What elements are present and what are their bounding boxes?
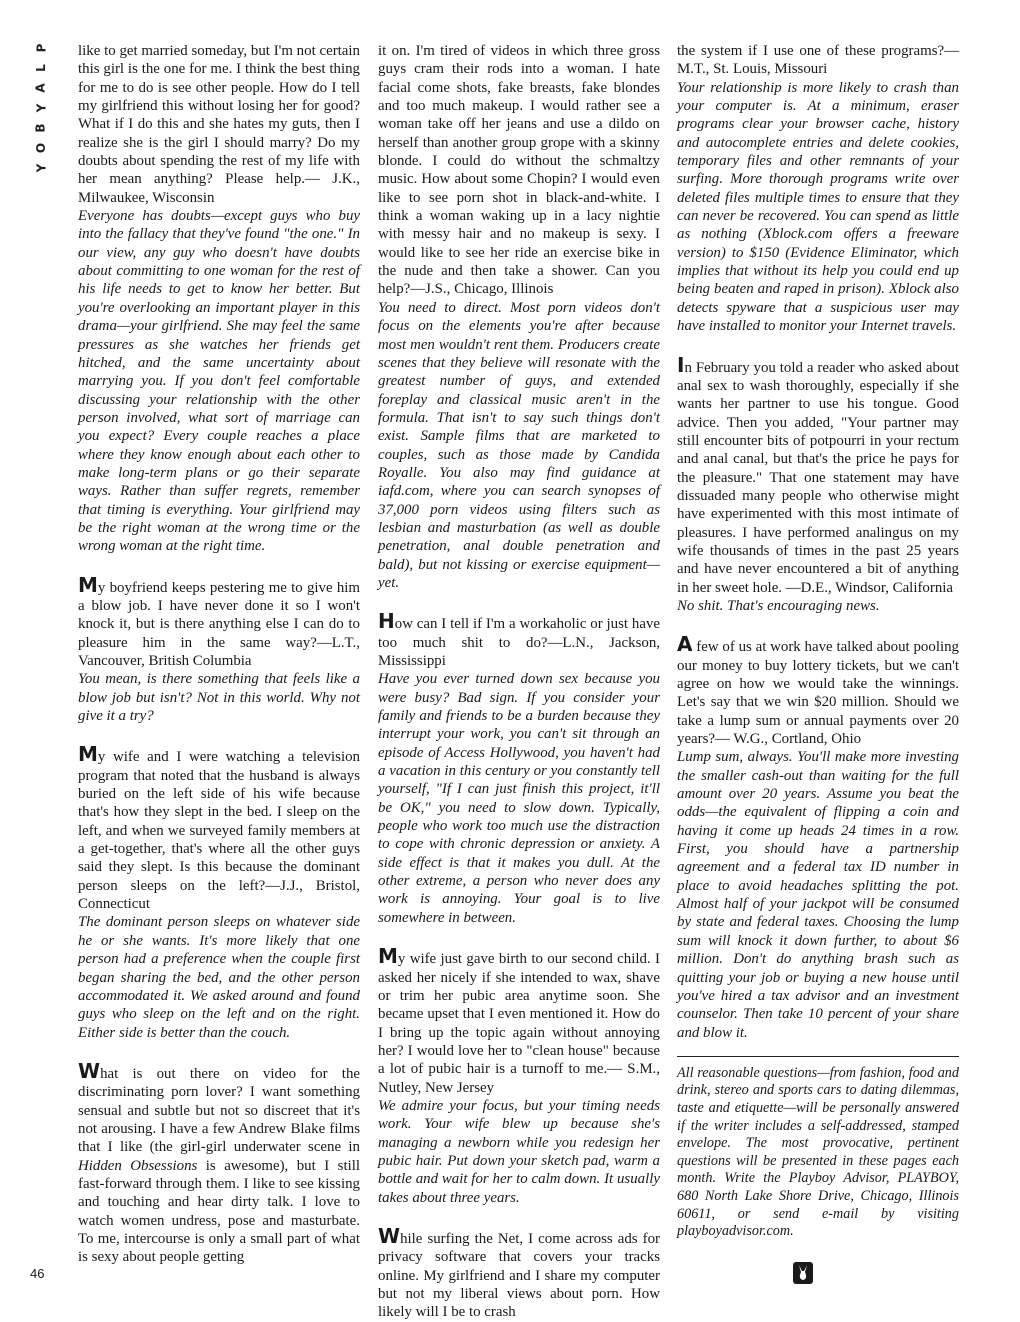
question-text: hat is out there on video for the discriminating porn lover? I want something sensual and subtle but not so discreet that it's not arousing. I have a few Andrew Blake films that I like (the girl-girl underwater scene in	[78, 1065, 360, 1156]
drop-cap: W	[78, 1058, 101, 1083]
submission-note: All reasonable questions—from fashion, food and drink, stereo and sports cars to dating dilemmas, taste and etiquette—will be personally answered if the writer includes a self-addressed, stamped envelope. The most provocative, pertinent questions will be presented in these pages each month. Write the Playboy Advisor, PLAYBOY, 680 North Lake Shore Drive, Chicago, Illinois 60611, or send e-mail by visiting playboyadvisor.com.	[677, 1064, 959, 1240]
page-number: 46	[30, 1266, 45, 1281]
question-continuation: it on. I'm tired of videos in which three gross guys cram their rods into a woman. I hate facial come shots, fake breasts, fake blondes and too much makeup. I would rather see a woman take off her jeans and use a dildo on herself than another group grope with a skinny blonde. I could do without the schmaltzy music. How about some Chopin? I would even like to see porn shot in black-and-white. I think a woman waking up in a lacy nightie with messy hair and no makeup is sexy. I would like to see her ride an exercise bike in the nude and then take a shower. Can you help?—J.S., Chicago, Illinois	[378, 43, 660, 298]
drop-cap: I	[677, 352, 685, 377]
question-continuation: the system if I use one of these programs?—M.T., St. Louis, Missouri	[677, 43, 959, 78]
drop-cap: H	[378, 609, 395, 634]
question	[78, 1058, 360, 1267]
divider	[677, 1056, 959, 1057]
question	[78, 742, 360, 913]
column-1	[78, 42, 360, 1267]
answer: Your relationship is more likely to crash than your computer is. At a minimum, eraser programs clear your browser cache, history and autocomplete entries and delete cookies, temporary files and other remnants of your surfing. More thorough programs write over deleted files multiple times to ensure that they can never be recovered. You can spend as little as nothing (Xblock.com offers a freeware version) to $150 (Evidence Eliminator, which implies that without its help you could end up being beaten and raped in prison). Xblock also detects spyware that a suspicious user may have installed to monitor your Internet travels.	[677, 79, 959, 335]
question-text: few of us at work have talked about pooling our money to buy lottery tickets, but we can't agree on how we would take the winnings. Let's say that we win $20 million. Should we take a lump sum or annual payments over 20 years?— W.G., Cortland, Ohio	[677, 639, 959, 748]
answer: You mean, is there something that feels like a blow job but isn't? Not in this world. Why not give it a try?	[78, 671, 360, 725]
drop-cap: A	[677, 632, 693, 657]
drop-cap: M	[78, 742, 98, 767]
question	[677, 352, 959, 597]
answer: Everyone has doubts—except guys who buy into the fallacy that they've found "the one." In our view, any guy who doesn't have doubts about committing to one woman for the rest of his life needs to get to know her better. But you're overlooking an important player in this drama—your girlfriend. She may feel the same pressures as she watches her friends get hitched, and the same uncertainty about marrying you. If you don't feel comfortable discussing your relationship with the other person involved, what sort of marriage can you expect? Every couple reaches a place where they know enough about each other to make long-term plans or go their separate ways. Rather than suffer regrets, remember that timing is everything. Your girlfriend may be the right woman at the wrong time or the wrong woman at the right time.	[78, 208, 360, 555]
answer: No shit. That's encouraging news.	[677, 597, 880, 614]
magazine-name-vertical	[30, 42, 52, 182]
column-3	[677, 42, 959, 1241]
question-text: ow can I tell if I'm a workaholic or just have too much shit to do?—L.N., Jackson, Mississippi	[378, 616, 660, 669]
answer: Have you ever turned down sex because you were busy? Bad sign. If you consider your family and friends to be a burden because they interrupt your work, you can't sit through an episode of Access Hollywood, you haven't had a vacation in this century or you constantly tell yourself, "If I can just finish this project, it'll be OK," you need to slow down. Typically, people who work too much use the distraction to cope with chronic depression or anxiety. A side effect is that it makes you dull. At the other extreme, a person who never does any work is annoying. Your goal is to live somewhere in between.	[378, 671, 660, 926]
drop-cap: W	[378, 1223, 401, 1248]
answer: We admire your focus, but your timing needs work. Your wife blew up because she's managing a newborn while you redesign her pubic hair. Put down your sketch pad, warm a bottle and wait for her to calm down. It usually takes about three years.	[378, 1097, 660, 1206]
question-text: y wife just gave birth to our second child. I asked her nicely if she intended to wax, shave or trim her pubic area anytime soon. She became upset that I even mentioned it. How do I bring up the topic again without annoying her? I would love her to "clean house" because a lot of pubic hair is a turnoff to me.— S.M., Nutley, New Jersey	[378, 951, 660, 1096]
drop-cap: M	[78, 572, 98, 597]
question	[677, 632, 959, 748]
question-text: n February you told a reader who asked about anal sex to wash thoroughly, especially if she wants her partner to use his tongue. Good advice. Then you added, "Your partner may still encounter bits of potpourri in your rectum and anal canal, but that's the price he pays for the pleasure." That one statement may have dissuaded many people who otherwise might have experimented with this most intimate of pleasures. I have performed analingus on my wife thousands of times in the past 25 years and have never encountered a bit of anything in her sweet hole. —D.E., Windsor, California	[677, 359, 959, 596]
question-text: y wife and I were watching a television program that noted that the husband is always buried on the left side of his wife because that's how they slept in the bed. I sleep on the left, and when we surveyed family members at a get-together, that's where all the other guys said they slept. Is this because the dominant person sleeps on the left?—J.J., Bristol, Connecticut	[78, 749, 360, 913]
drop-cap: M	[378, 944, 398, 969]
sidebar-letter: A	[33, 83, 48, 93]
sidebar-letter: O	[33, 142, 48, 154]
question	[378, 609, 660, 670]
sidebar-letter: Y	[33, 163, 48, 173]
sidebar-letter: P	[33, 43, 48, 53]
sidebar-letter: L	[34, 64, 48, 72]
sidebar-letter: Y	[33, 103, 48, 113]
question	[378, 1223, 660, 1322]
rabbit-head-logo-icon	[793, 1262, 813, 1284]
question	[378, 944, 660, 1097]
answer: Lump sum, always. You'll make more investing the smaller cash-out than waiting for the full amount over 20 years. Assume you beat the odds—the equivalent of flipping a coin and having it come up heads 24 times in a row. First, you should have a partnership agreement and a federal tax ID number in place to avoid headaches splitting the pot. Almost half of your jackpot will be consumed by state and federal taxes. Choosing the lump sum will knock it down further, to about $6 million. Don't do anything brash such as quitting your job or buying a new house until you've hired a tax advisor and an investment counselor. Then take 10 percent of your share and blow it.	[677, 749, 959, 1041]
question-text: is awesome), but I still fast-forward through them. I like to see kissing and touching and hear dirty talk. I love to watch women undress, pose and masturbate. To me, intercourse is only a small part of what is sexy about people getting	[78, 1157, 360, 1266]
column-2	[378, 42, 660, 1322]
question-continuation: like to get married someday, but I'm not certain this girl is the one for me. I think the best thing for me to do is see other people. How do I tell my girlfriend this without losing her for good? What if I do this and she hates my guts, then I realize she is the girl I should marry? Do my doubts about spending the rest of my life with her mean anything? Please help.— J.K., Milwaukee, Wisconsin	[78, 43, 360, 206]
answer: The dominant person sleeps on whatever side he or she wants. It's more likely that one person had a preference when the couple first began sharing the bed, and the other person accommodated it. We asked around and found guys who sleep on the left and on the right. Either side is better than the couch.	[78, 914, 360, 1041]
question-text: y boyfriend keeps pestering me to give him a blow job. I have never done it so I won't knock it, but is there anything else I can do to pleasure him in the same way?—L.T., Vancouver, British Columbia	[78, 579, 360, 669]
question	[78, 572, 360, 671]
question-text: hile surfing the Net, I come across ads for privacy software that covers your tracks online. My girlfriend and I share my computer but not my liberal views about porn. How likely will I be to crash	[378, 1230, 660, 1321]
answer: You need to direct. Most porn videos don't focus on the elements you're after because most men wouldn't rent them. Producers create scenes that they believe will resonate with the greatest number of guys, and extended foreplay and classical music aren't in the formula. That isn't to say such things don't exist. Sample films that are marketed to couples, such as those made by Candida Royalle. You also may find guidance at iafd.com, where you can search synopses of 37,000 porn videos using filters such as lesbian and masturbation (as well as double penetration, anal double penetration and bald), but not kissing or exercise equipment—yet.	[378, 299, 660, 591]
film-title: Hidden Obsessions	[78, 1157, 198, 1174]
sidebar-letter: B	[34, 123, 48, 133]
